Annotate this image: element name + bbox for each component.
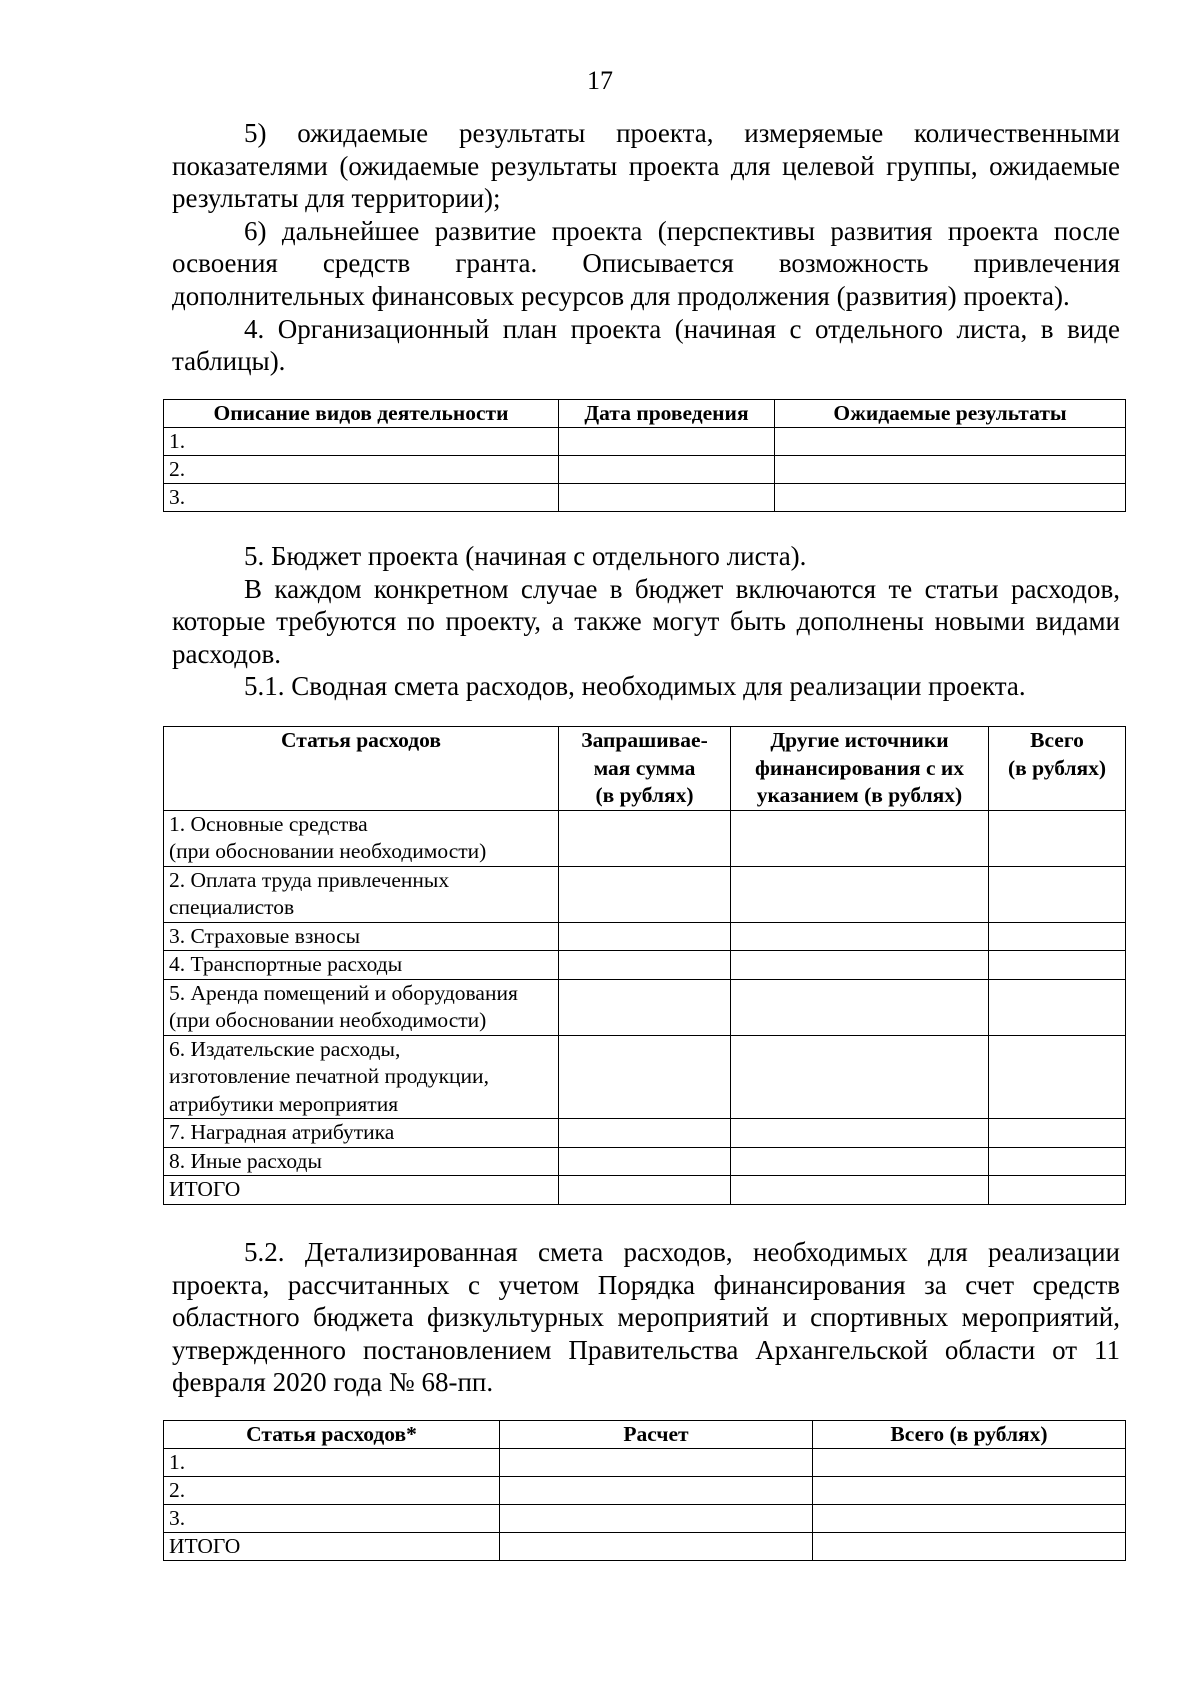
row-label: 2. xyxy=(164,1477,500,1505)
row-label: 1. Основные средства (при обосновании необходимости) xyxy=(164,810,559,866)
column-header-other-sources: Другие источники финансирования с их указанием (в рублях) xyxy=(731,727,989,811)
table-cell[interactable] xyxy=(559,1119,731,1148)
table-cell[interactable] xyxy=(731,979,989,1035)
column-header: Всего (в рублях) xyxy=(813,1421,1126,1449)
table-cell[interactable] xyxy=(731,1119,989,1148)
table-cell[interactable] xyxy=(989,810,1126,866)
table-cell[interactable] xyxy=(731,810,989,866)
table-cell[interactable] xyxy=(989,1035,1126,1119)
table-cell[interactable] xyxy=(500,1477,813,1505)
table-cell[interactable] xyxy=(731,951,989,980)
column-header-total: Всего (в рублях) xyxy=(989,727,1126,811)
table-row xyxy=(164,428,1126,456)
table-row xyxy=(164,866,1126,922)
table-cell[interactable] xyxy=(559,1035,731,1119)
table-cell[interactable] xyxy=(731,866,989,922)
column-header: Описание видов деятельности xyxy=(164,400,559,428)
table-row xyxy=(164,1505,1126,1533)
table-cell[interactable] xyxy=(775,456,1126,484)
column-header: Статья расходов* xyxy=(164,1421,500,1449)
row-label: 2. xyxy=(164,456,559,484)
table-total-row xyxy=(164,1176,1126,1205)
table-cell[interactable] xyxy=(559,810,731,866)
page-number: 17 xyxy=(587,66,613,95)
table-row xyxy=(164,979,1126,1035)
table-cell[interactable] xyxy=(559,1176,731,1205)
paragraph-budget-note: В каждом конкретном случае в бюджет включаются те статьи расходов, которые требуются по проекту, а также могут быть дополнены новыми видами расходов. xyxy=(172,573,1120,669)
row-label: 1. xyxy=(164,1449,500,1477)
table-cell[interactable] xyxy=(731,1176,989,1205)
column-header: Дата проведения xyxy=(559,400,775,428)
table-cell[interactable] xyxy=(731,922,989,951)
table-cell[interactable] xyxy=(559,1147,731,1176)
column-header-requested: Запрашивае- мая сумма (в рублях) xyxy=(559,727,731,811)
row-label: 3. Страховые взносы xyxy=(164,922,559,951)
table-cell[interactable] xyxy=(989,1176,1126,1205)
table-cell[interactable] xyxy=(500,1449,813,1477)
table-header-row xyxy=(164,400,1126,428)
table-cell[interactable] xyxy=(989,866,1126,922)
table-header-row xyxy=(164,727,1126,811)
column-header-item: Статья расходов xyxy=(164,727,559,811)
table-cell[interactable] xyxy=(500,1505,813,1533)
table-cell[interactable] xyxy=(559,979,731,1035)
table-row xyxy=(164,1477,1126,1505)
row-label: 7. Наградная атрибутика xyxy=(164,1119,559,1148)
table-cell[interactable] xyxy=(989,1147,1126,1176)
detailed-text xyxy=(172,1236,1120,1399)
table-cell[interactable] xyxy=(559,428,775,456)
row-label: 3. xyxy=(164,1505,500,1533)
table-cell[interactable] xyxy=(989,1119,1126,1148)
paragraph-section-5-2: 5.2. Детализированная смета расходов, необходимых для реализации проекта, рассчитанных с учетом Порядка финансирования за счет средств областного бюджета физкультурных мероприятий и спортивных мероприятий, утвержденного постановлением Правительства Архангельской области от 11 февраля 2020 года № 68-пп. xyxy=(172,1237,1120,1398)
table-total-row xyxy=(164,1533,1126,1561)
table-cell[interactable] xyxy=(813,1505,1126,1533)
table-cell[interactable] xyxy=(989,922,1126,951)
table-row xyxy=(164,810,1126,866)
table-row xyxy=(164,456,1126,484)
table-header-row xyxy=(164,1421,1126,1449)
budget-text xyxy=(172,540,1120,703)
table-cell[interactable] xyxy=(500,1533,813,1561)
row-label: 6. Издательские расходы, изготовление печатной продукции, атрибутики мероприятия xyxy=(164,1035,559,1119)
row-label: 8. Иные расходы xyxy=(164,1147,559,1176)
table-cell[interactable] xyxy=(559,456,775,484)
table-row xyxy=(164,922,1126,951)
table-row xyxy=(164,1119,1126,1148)
table-cell[interactable] xyxy=(731,1035,989,1119)
table-row xyxy=(164,484,1126,512)
table-cell[interactable] xyxy=(775,484,1126,512)
column-header: Ожидаемые результаты xyxy=(775,400,1126,428)
table-cell[interactable] xyxy=(559,922,731,951)
paragraph-item-6: 6) дальнейшее развитие проекта (перспективы развития проекта после освоения средств гранта. Описывается возможность привлечения дополнительных финансовых ресурсов для продолжения (развития) проекта). xyxy=(172,215,1120,311)
table-cell[interactable] xyxy=(559,866,731,922)
detailed-estimate-table xyxy=(163,1420,1126,1561)
table-cell[interactable] xyxy=(731,1147,989,1176)
table-cell[interactable] xyxy=(559,484,775,512)
table-cell[interactable] xyxy=(813,1533,1126,1561)
table-cell[interactable] xyxy=(813,1477,1126,1505)
row-label: ИТОГО xyxy=(164,1176,559,1205)
paragraph-item-5: 5) ожидаемые результаты проекта, измеряемые количественными показателями (ожидаемые результаты проекта для целевой группы, ожидаемые результаты для территории); xyxy=(172,118,1120,214)
row-label: ИТОГО xyxy=(164,1533,500,1561)
table-cell[interactable] xyxy=(989,979,1126,1035)
summary-estimate-table xyxy=(163,726,1126,1205)
table-row xyxy=(164,951,1126,980)
table-cell[interactable] xyxy=(813,1449,1126,1477)
table-cell[interactable] xyxy=(559,951,731,980)
paragraph-section-5-1: 5.1. Сводная смета расходов, необходимых для реализации проекта. xyxy=(244,671,1026,702)
intro-text xyxy=(172,117,1120,378)
table-row xyxy=(164,1449,1126,1477)
table-row xyxy=(164,1147,1126,1176)
paragraph-section-5: 5. Бюджет проекта (начиная с отдельного листа). xyxy=(244,541,807,571)
column-header: Расчет xyxy=(500,1421,813,1449)
table-cell[interactable] xyxy=(989,951,1126,980)
paragraph-section-4: 4. Организационный план проекта (начиная с отдельного листа, в виде таблицы). xyxy=(172,313,1120,377)
row-label: 3. xyxy=(164,484,559,512)
table-cell[interactable] xyxy=(775,428,1126,456)
row-label: 5. Аренда помещений и оборудования (при обосновании необходимости) xyxy=(164,979,559,1035)
row-label: 2. Оплата труда привлеченных специалистов xyxy=(164,866,559,922)
org-plan-table xyxy=(163,399,1126,512)
table-row xyxy=(164,1035,1126,1119)
row-label: 1. xyxy=(164,428,559,456)
row-label: 4. Транспортные расходы xyxy=(164,951,559,980)
